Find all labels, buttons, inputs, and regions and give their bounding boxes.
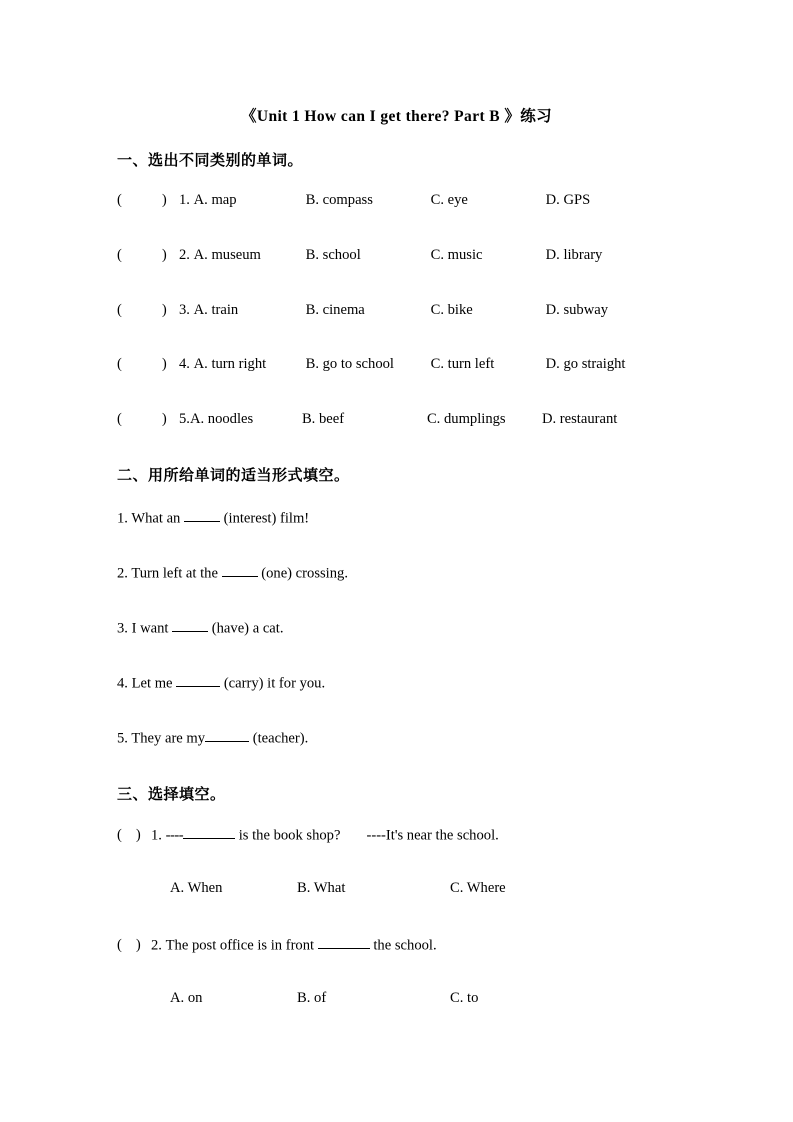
question-number: 3. bbox=[179, 302, 190, 318]
answer-blank[interactable] bbox=[205, 728, 249, 742]
fill-prompt-before: 4. Let me bbox=[117, 675, 177, 692]
question-row bbox=[117, 935, 437, 954]
question-number: 2. bbox=[179, 247, 190, 263]
fill-prompt-before: 2. Turn left at the bbox=[117, 565, 222, 582]
option-c[interactable]: C. turn left bbox=[430, 356, 495, 372]
question-reply: ----It's near the school. bbox=[366, 827, 499, 844]
option-c[interactable]: C. to bbox=[450, 990, 479, 1006]
option-b[interactable]: B. school bbox=[305, 247, 361, 263]
section-heading-2: 二、用所给单词的适当形式填空。 bbox=[117, 468, 350, 484]
fill-prompt-after: (have) a cat. bbox=[208, 620, 284, 637]
answer-blank[interactable] bbox=[184, 508, 220, 522]
section-heading-1: 一、选出不同类别的单词。 bbox=[117, 153, 304, 169]
option-row bbox=[170, 990, 478, 1007]
answer-paren[interactable] bbox=[117, 302, 179, 319]
option-a[interactable]: A. on bbox=[170, 990, 203, 1006]
question-row bbox=[117, 302, 608, 319]
option-d[interactable]: D. subway bbox=[545, 302, 609, 318]
option-c[interactable]: C. bike bbox=[430, 302, 473, 318]
answer-paren[interactable] bbox=[117, 356, 179, 373]
question-row bbox=[117, 411, 617, 428]
option-b[interactable]: B. go to school bbox=[305, 356, 394, 372]
question-stem: the school. bbox=[369, 937, 437, 954]
question-stem: is the book shop? bbox=[235, 827, 341, 844]
answer-paren[interactable] bbox=[117, 937, 151, 954]
option-b[interactable]: B. compass bbox=[305, 192, 373, 208]
option-a[interactable]: A. noodles bbox=[189, 411, 254, 427]
fill-in-row bbox=[117, 508, 309, 527]
paren-right: ) bbox=[161, 247, 167, 263]
question-number: 1. bbox=[151, 827, 162, 844]
question-number: 1. bbox=[179, 192, 190, 208]
option-a[interactable]: A. turn right bbox=[193, 356, 267, 372]
option-d[interactable]: D. restaurant bbox=[541, 411, 618, 427]
answer-paren[interactable] bbox=[117, 247, 179, 264]
paren-right: ) bbox=[135, 937, 141, 954]
option-b[interactable]: B. What bbox=[297, 880, 346, 896]
paren-right: ) bbox=[161, 411, 167, 427]
answer-blank[interactable] bbox=[176, 673, 220, 687]
option-c[interactable]: C. eye bbox=[430, 192, 468, 208]
answer-blank[interactable] bbox=[318, 935, 370, 949]
question-row bbox=[117, 825, 499, 844]
option-a[interactable]: A. map bbox=[193, 192, 237, 208]
option-c[interactable]: C. dumplings bbox=[426, 411, 506, 427]
paren-right: ) bbox=[135, 827, 141, 844]
fill-prompt-before: 5. They are my bbox=[117, 730, 206, 747]
paren-right: ) bbox=[161, 356, 167, 372]
option-d[interactable]: D. library bbox=[545, 247, 603, 263]
option-a[interactable]: A. museum bbox=[193, 247, 261, 263]
fill-in-row bbox=[117, 673, 325, 692]
question-row bbox=[117, 356, 625, 373]
paren-left: ( bbox=[117, 411, 122, 427]
paren-right: ) bbox=[161, 302, 167, 318]
option-b[interactable]: B. cinema bbox=[305, 302, 365, 318]
option-c[interactable]: C. Where bbox=[450, 880, 506, 896]
fill-in-row bbox=[117, 728, 308, 747]
answer-paren[interactable] bbox=[117, 192, 179, 209]
fill-prompt-after: (carry) it for you. bbox=[220, 675, 326, 692]
answer-blank[interactable] bbox=[183, 825, 235, 839]
question-stem-before: The post office is in front bbox=[165, 937, 318, 954]
question-row bbox=[117, 247, 602, 264]
paren-left: ( bbox=[117, 356, 122, 372]
answer-blank[interactable] bbox=[172, 618, 208, 632]
option-b[interactable]: B. beef bbox=[301, 411, 345, 427]
option-d[interactable]: D. go straight bbox=[545, 356, 626, 372]
option-c[interactable]: C. music bbox=[430, 247, 483, 263]
option-d[interactable]: D. GPS bbox=[545, 192, 591, 208]
answer-paren[interactable] bbox=[117, 827, 151, 844]
question-number: 2. bbox=[151, 937, 162, 954]
section-heading-3: 三、选择填空。 bbox=[117, 787, 226, 803]
fill-in-row bbox=[117, 618, 283, 637]
paren-left: ( bbox=[117, 937, 122, 954]
question-row bbox=[117, 192, 590, 209]
answer-paren[interactable] bbox=[117, 411, 179, 428]
dash-lead: ---- bbox=[165, 827, 184, 844]
page-title: 《Unit 1 How can I get there? Part B 》练习 bbox=[240, 108, 553, 125]
fill-prompt-after: (one) crossing. bbox=[257, 565, 348, 582]
option-a[interactable]: A. train bbox=[193, 302, 239, 318]
paren-right: ) bbox=[161, 192, 167, 208]
fill-prompt-after: (teacher). bbox=[249, 730, 309, 747]
fill-prompt-before: 1. What an bbox=[117, 510, 185, 527]
paren-left: ( bbox=[117, 302, 122, 318]
question-number: 5. bbox=[179, 411, 190, 427]
option-b[interactable]: B. of bbox=[297, 990, 327, 1006]
fill-prompt-before: 3. I want bbox=[117, 620, 173, 637]
fill-in-row bbox=[117, 563, 348, 582]
option-a[interactable]: A. When bbox=[170, 880, 223, 896]
answer-blank[interactable] bbox=[222, 563, 258, 577]
question-number: 4. bbox=[179, 356, 190, 372]
fill-prompt-after: (interest) film! bbox=[220, 510, 310, 527]
paren-left: ( bbox=[117, 247, 122, 263]
paren-left: ( bbox=[117, 827, 122, 844]
paren-left: ( bbox=[117, 192, 122, 208]
option-row bbox=[170, 880, 506, 897]
